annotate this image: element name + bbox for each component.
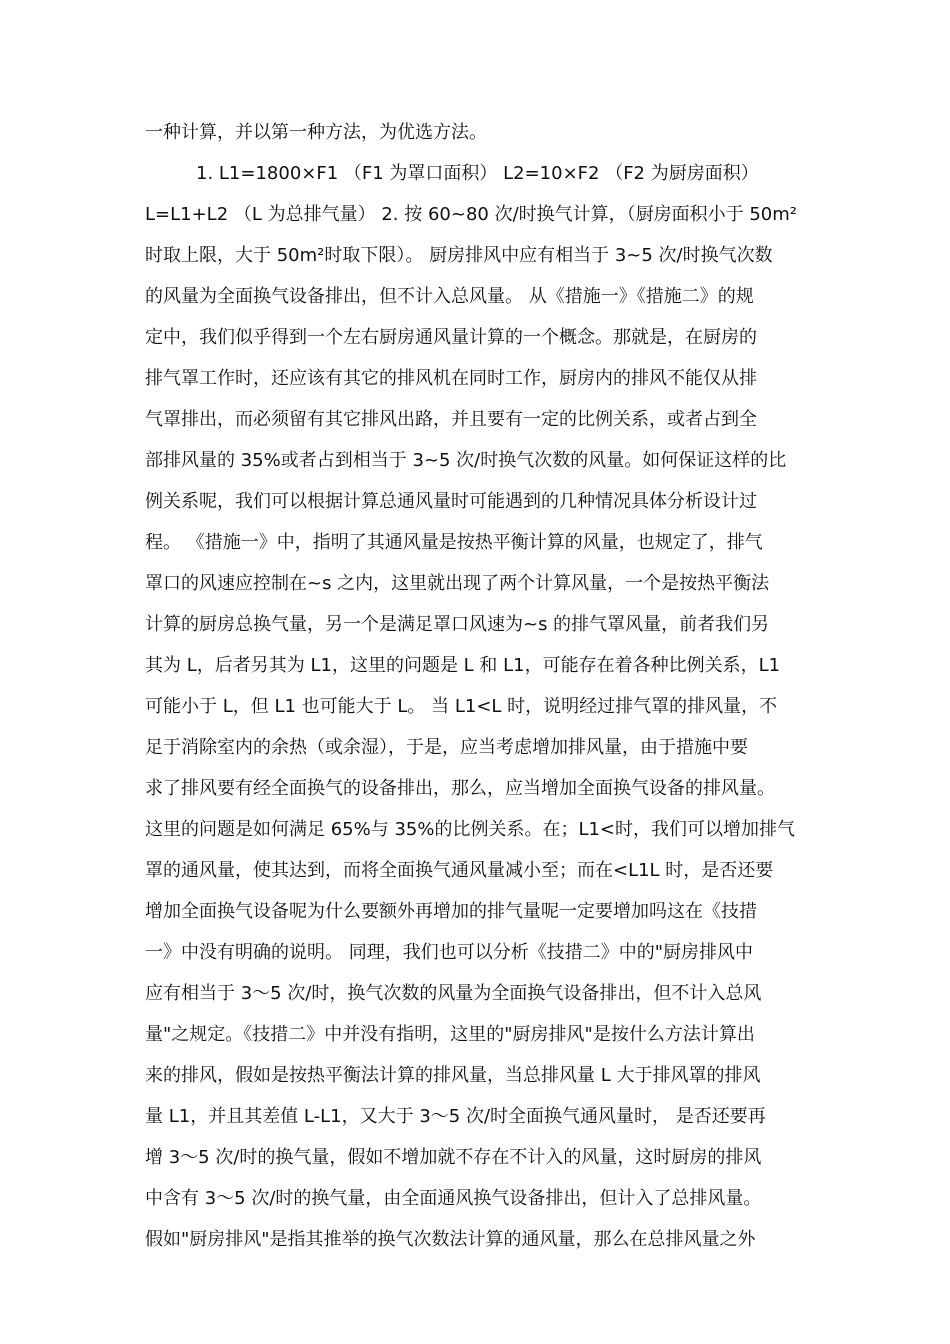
text-line: 部排风量的 35%或者占到相当于 3~5 次/时换气次数的风量。如何保证这样的比 bbox=[145, 450, 787, 471]
text-line: 中含有 3～5 次/时的换气量，由全面通风换气设备排出，但计入了总排风量。 bbox=[145, 1188, 762, 1209]
text-line: 气罩排出，而必须留有其它排风出路，并且要有一定的比例关系，或者占到全 bbox=[145, 409, 757, 430]
text-line: 假如"厨房排风"是指其推举的换气次数法计算的通风量，那么在总排风量之外 bbox=[145, 1229, 756, 1250]
text-line: 其为 L，后者另其为 L1，这里的问题是 L 和 L1，可能存在着各种比例关系，L1 bbox=[145, 655, 781, 676]
text-line: 时取上限，大于 50m²时取下限）。 厨房排风中应有相当于 3~5 次/时换气次数 bbox=[145, 245, 773, 266]
text-line: 1. L1=1800×F1 （F1 为罩口面积） L2=10×F2 （F2 为厨房面积） bbox=[196, 163, 759, 184]
text-line: 量"之规定。《技措二》中并没有指明，这里的"厨房排风"是按什么方法计算出 bbox=[145, 1024, 755, 1045]
text-line: 求了排风要有经全面换气的设备排出，那么，应当增加全面换气设备的排风量。 bbox=[145, 778, 775, 799]
text-line: 量 L1，并且其差值 L-L1，又大于 3～5 次/时全面换气通风量时， 是否还要再 bbox=[145, 1106, 766, 1127]
text-line: 定中，我们似乎得到一个左右厨房通风量计算的一个概念。那就是，在厨房的 bbox=[145, 327, 757, 348]
text-line: 足于消除室内的余热（或余湿），于是，应当考虑增加排风量，由于措施中要 bbox=[145, 737, 748, 758]
text-line: 罩口的风速应控制在~s 之内，这里就出现了两个计算风量，一个是按热平衡法 bbox=[145, 573, 770, 594]
text-line: L=L1+L2 （L 为总排气量） 2. 按 60~80 次/时换气计算，（厨房面积小于 50m² bbox=[145, 204, 798, 225]
text-line: 计算的厨房总换气量，另一个是满足罩口风速为~s 的排气罩风量，前者我们另 bbox=[145, 614, 770, 635]
text-line: 增 3～5 次/时的换气量，假如不增加就不存在不计入的风量，这时厨房的排风 bbox=[145, 1147, 762, 1168]
text-line: 这里的问题是如何满足 65%与 35%的比例关系。在；L1<时，我们可以增加排气 bbox=[145, 819, 796, 840]
text-line: 程。 《措施一》中，指明了其通风量是按热平衡计算的风量，也规定了，排气 bbox=[145, 532, 763, 553]
text-line: 增加全面换气设备呢为什么要额外再增加的排气量呢一定要增加吗这在《技措 bbox=[145, 901, 757, 922]
text-line: 一种计算，并以第一种方法，为优选方法。 bbox=[145, 122, 487, 143]
text-line: 例关系呢，我们可以根据计算总通风量时可能遇到的几种情况具体分析设计过 bbox=[145, 491, 757, 512]
text-line: 一》中没有明确的说明。 同理，我们也可以分析《技措二》中的"厨房排风中 bbox=[145, 942, 753, 963]
text-line: 罩的通风量，使其达到，而将全面换气通风量减小至；而在<L1L 时，是否还要 bbox=[145, 860, 774, 881]
text-line: 的风量为全面换气设备排出，但不计入总风量。 从《措施一》《措施二》的规 bbox=[145, 286, 754, 307]
text-line: 应有相当于 3～5 次/时，换气次数的风量为全面换气设备排出，但不计入总风 bbox=[145, 983, 762, 1004]
text-line: 可能小于 L，但 L1 也可能大于 L。 当 L1<L 时，说明经过排气罩的排风量，不 bbox=[145, 696, 778, 717]
text-line: 来的排风，假如是按热平衡法计算的排风量，当总排风量 L 大于排风罩的排风 bbox=[145, 1065, 761, 1086]
text-line: 排气罩工作时，还应该有其它的排风机在同时工作，厨房内的排风不能仅从排 bbox=[145, 368, 757, 389]
